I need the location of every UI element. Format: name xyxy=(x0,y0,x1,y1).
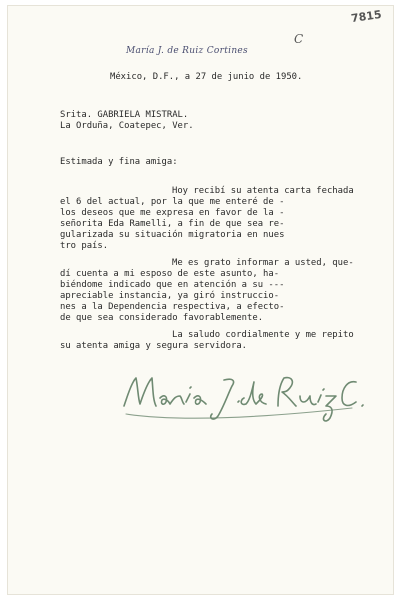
paragraph-line: biéndome indicado que en atención a su --- xyxy=(60,280,285,290)
paragraph-line: tro país. xyxy=(60,241,109,251)
paragraph-line: nes a la Dependencia respectiva, a efecto- xyxy=(60,302,285,312)
letterhead: María J. de Ruiz Cortines xyxy=(126,46,248,56)
paragraph-line: de que sea considerado favorablemente. xyxy=(60,313,264,323)
paragraph-2 xyxy=(60,258,354,324)
paragraph-line: gularizada su situación migratoria en nues xyxy=(60,230,285,240)
date-line: México, D.F., a 27 de junio de 1950. xyxy=(110,72,303,82)
addressee-name: Srita. GABRIELA MISTRAL. xyxy=(60,110,189,120)
letter-page xyxy=(8,6,393,594)
paragraph-line: señorita Eda Ramelli, a fin de que sea re- xyxy=(60,219,285,229)
paragraph-1 xyxy=(60,186,354,252)
closing xyxy=(60,330,354,352)
addressee-address: La Orduña, Coatepec, Ver. xyxy=(60,121,194,131)
corner-mark: C xyxy=(294,32,304,46)
paragraph-line: Me es grato informar a usted, que- xyxy=(172,258,354,268)
closing-line: su atenta amiga y segura servidora. xyxy=(60,341,248,351)
paragraph-line: Hoy recibí su atenta carta fechada xyxy=(172,186,354,196)
closing-line: La saludo cordialmente y me repito xyxy=(172,330,354,340)
handwritten-signature xyxy=(120,368,370,428)
salutation: Estimada y fina amiga: xyxy=(60,157,178,167)
paragraph-line: el 6 del actual, por la que me enteré de - xyxy=(60,197,285,207)
paragraph-line: los deseos que me expresa en favor de la - xyxy=(60,208,285,218)
archive-number: 7815 xyxy=(350,7,383,26)
paragraph-line: apreciable instancia, ya giró instruccio- xyxy=(60,291,280,301)
paragraph-line: dí cuenta a mi esposo de este asunto, ha- xyxy=(60,269,280,279)
